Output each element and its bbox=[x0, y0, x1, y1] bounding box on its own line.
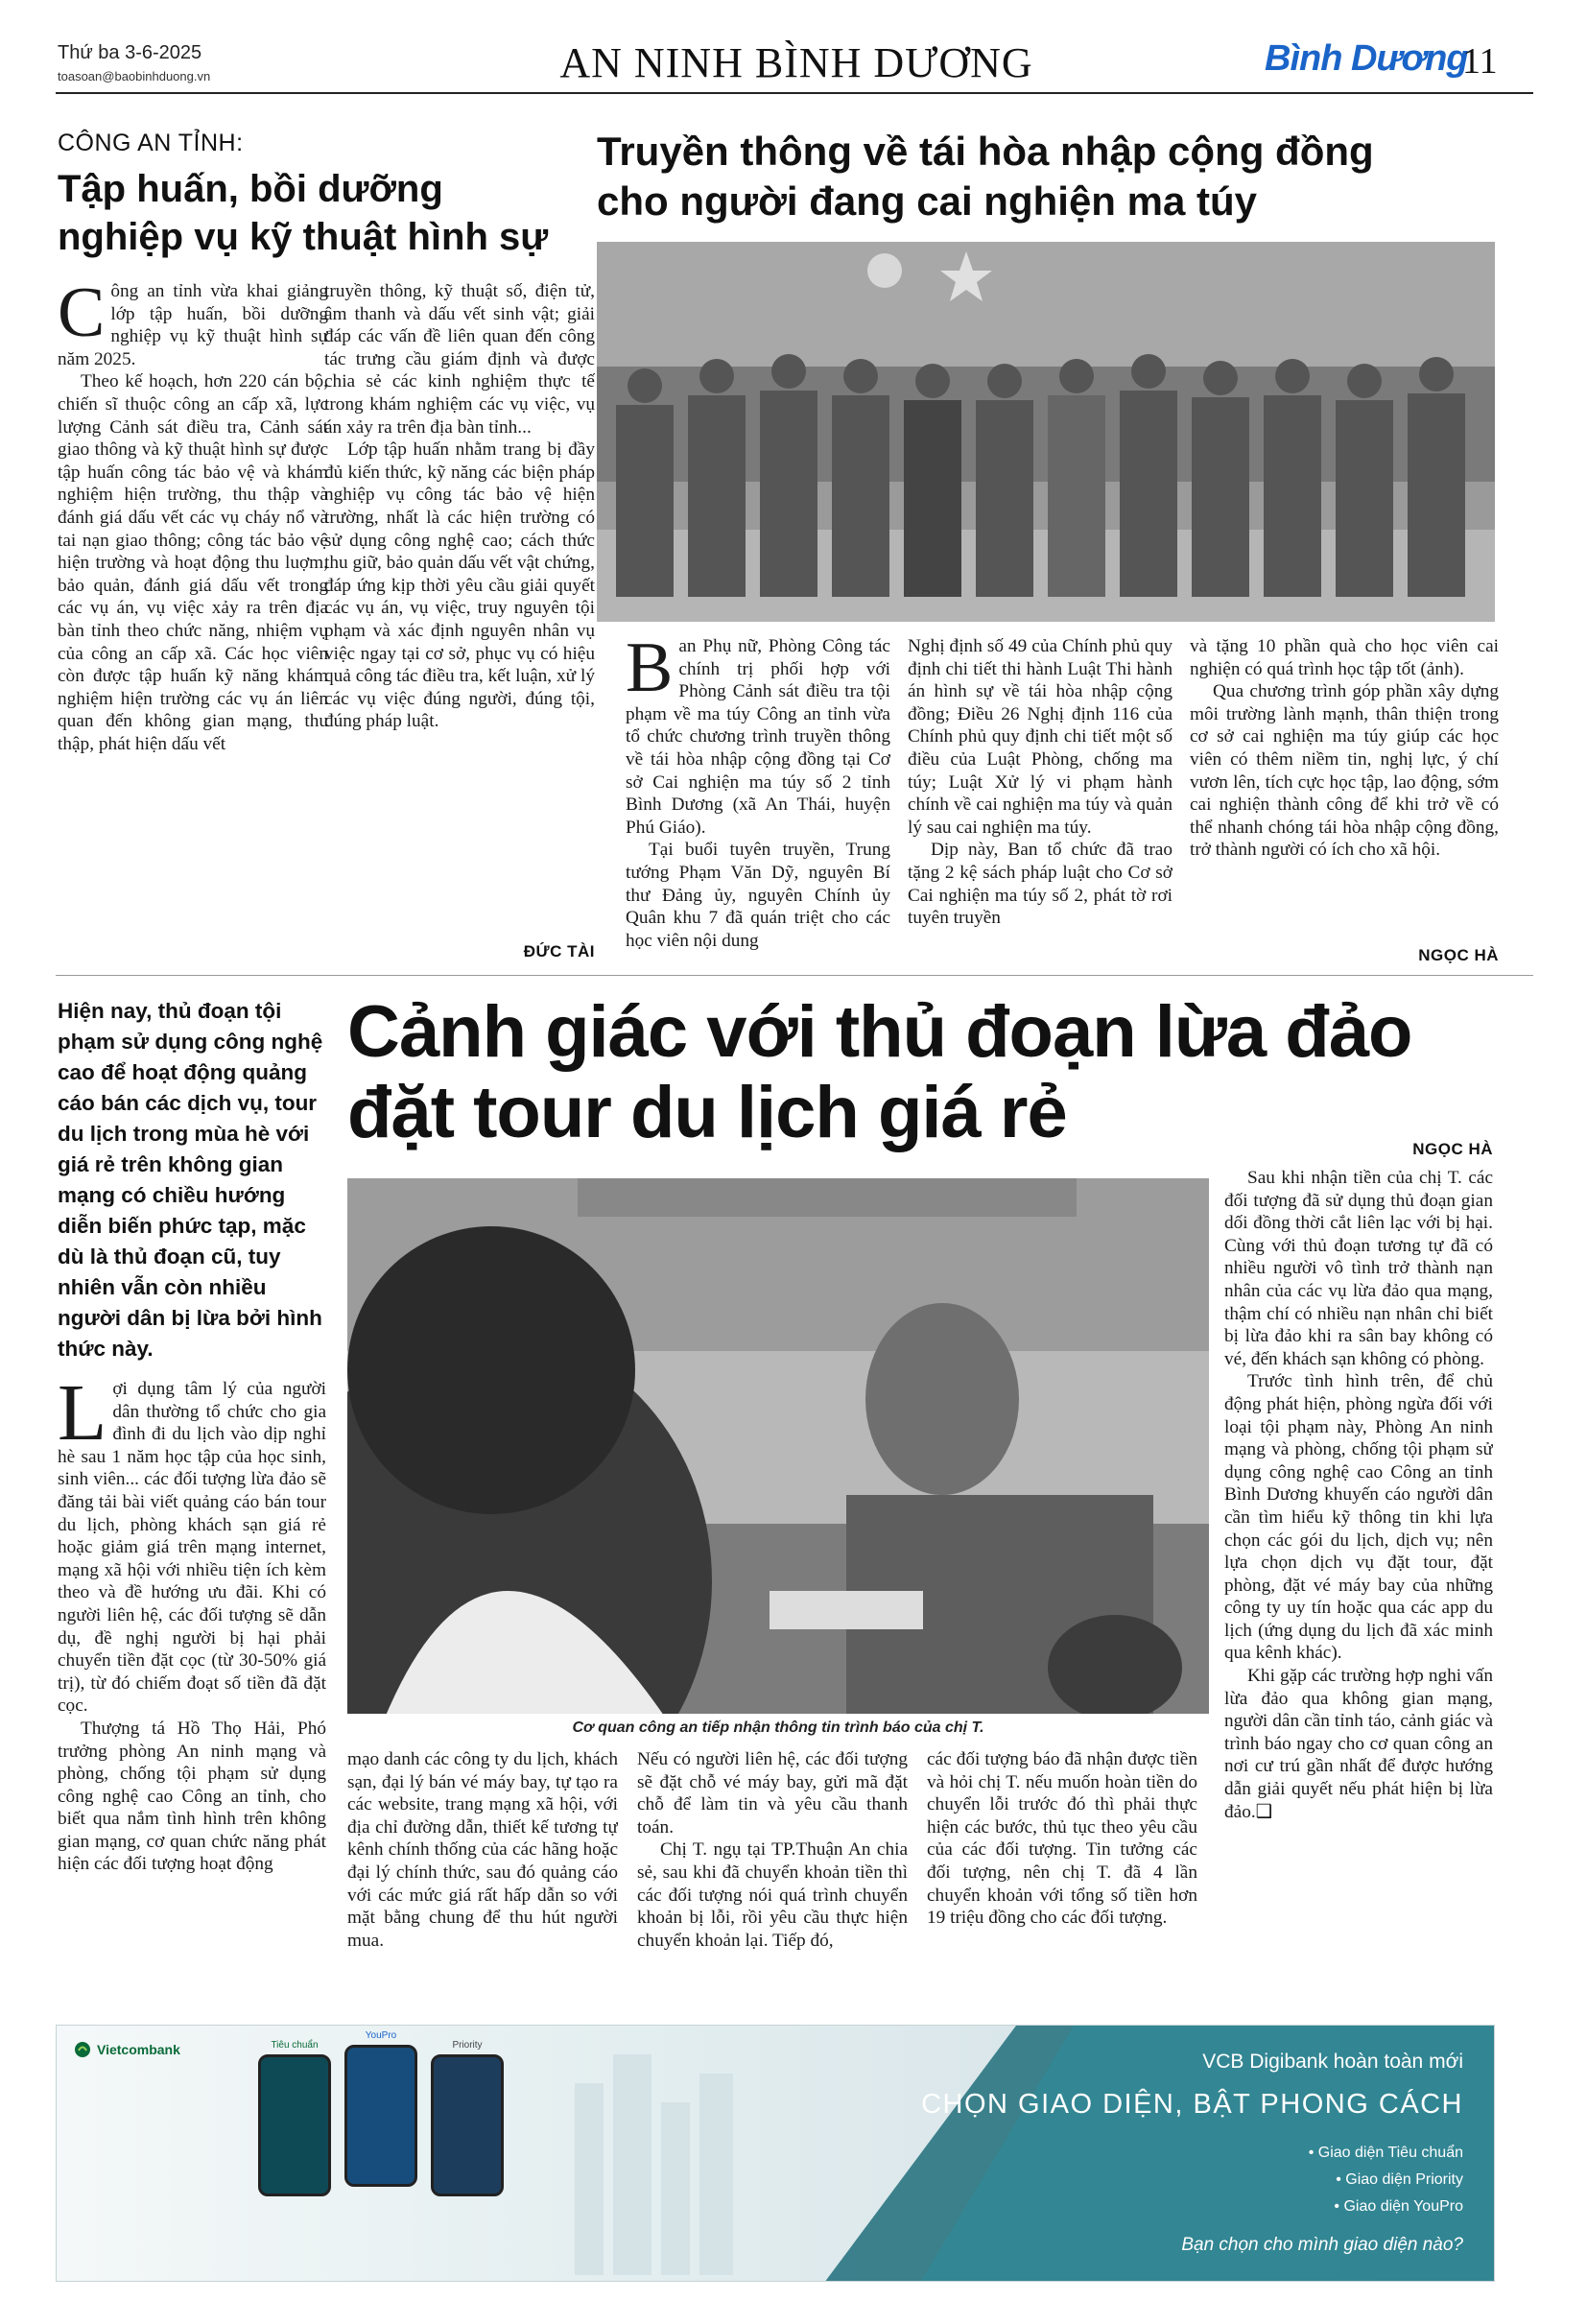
article2-title bbox=[597, 127, 1537, 226]
article3-photo bbox=[347, 1178, 1209, 1714]
article2-col1-p2: Tại buổi tuyên truyền, Trung tướng Phạm Văn Dỹ, nguyên Bí thư Đảng ủy, nguyên Chính ủy Quân khu 7 đã quán triệt cho các học viên nội dung bbox=[626, 840, 890, 951]
issue-date: Thứ ba 3-6-2025 bbox=[58, 42, 202, 63]
article2-col3-p1: và tặng 10 phần quà cho học viên cai nghiện có quá trình học tập tốt (ảnh). bbox=[1190, 636, 1499, 679]
article2-byline: NGỌC HÀ bbox=[1418, 946, 1499, 964]
article2-column1 bbox=[626, 635, 890, 961]
article3-left-p2: Thượng tá Hồ Thọ Hải, Phó trưởng phòng An ninh mạng và phòng, chống tội phạm sử dụng công nghệ cao Công an tỉnh, cho biết qua nắm tình hình trên không gian mạng, cơ quan chức năng phát hiện các đối tượng hoạt động bbox=[58, 1718, 326, 1875]
article3-title bbox=[347, 992, 1537, 1153]
ad-bullet-youpro: • Giao diện YouPro bbox=[1334, 2198, 1463, 2215]
phone-youpro-label: YouPro bbox=[365, 2030, 397, 2041]
page-number: 11 bbox=[1462, 41, 1498, 82]
article3-title-line2: đặt tour du lịch giá rẻ bbox=[347, 1072, 1067, 1153]
article3-byline: NGỌC HÀ bbox=[1412, 1140, 1493, 1158]
article1-title bbox=[58, 165, 595, 261]
article2-column2 bbox=[908, 635, 1172, 961]
newsroom-email: toasoan@baobinhduong.vn bbox=[58, 69, 211, 83]
article1-column1 bbox=[58, 280, 328, 963]
article2-col2-p1: Nghị định số 49 của Chính phủ quy định chi tiết thi hành Luật Thi hành án hình sự về tái hòa nhập cộng đồng; Điều 26 Nghị định 116 của Chính phủ quy định chi tiết một số điều của Luật Phòng, chống ma túy; Luật Xử lý vi phạm hành chính về cai nghiện ma túy và quản lý sau cai nghiện ma túy. bbox=[908, 636, 1172, 838]
article2-col2-p2: Dịp này, Ban tổ chức đã trao tặng 2 kệ sách pháp luật cho Cơ sở Cai nghiện ma túy số 2, phát tờ rơi tuyên truyền bbox=[908, 840, 1172, 929]
article2-col1-p1: an Phụ nữ, Phòng Công tác chính trị phối hợp với Phòng Cảnh sát điều tra tội phạm về ma túy Công an tỉnh vừa tổ chức chương trình truyền thông về tái hòa nhập cộng đồng tại Cơ sở Cai nghiện ma túy số 2 tỉnh Bình Dương (xã An Thái, huyện Phú Giáo). bbox=[626, 636, 890, 838]
article3-sapo: Hiện nay, thủ đoạn tội phạm sử dụng công nghệ cao để hoạt động quảng cáo bán các dịch vụ, tour du lịch trong mùa hè với giá rẻ trên không gian mạng có chiều hướng diễn biến phức tạp, mặc dù là thủ đoạn cũ, tuy nhiên vẫn còn nhiều người dân bị lừa bởi hình thức này. bbox=[58, 999, 323, 1361]
article3-bottom-column3 bbox=[927, 1748, 1197, 1961]
phone-standard-label: Tiêu chuẩn bbox=[271, 2040, 319, 2051]
article3-b2-p1: Nếu có người liên hệ, các đối tượng sẽ đặt chỗ vé máy bay, gửi mã đặt chỗ để làm tin và yêu cầu thanh toán. bbox=[637, 1749, 908, 1838]
article1-title-line1: Tập huấn, bồi dưỡng bbox=[58, 168, 443, 210]
article2-dropcap: B bbox=[626, 635, 674, 707]
article1-col1-p2: Theo kế hoạch, hơn 220 cán bộ, chiến sĩ thuộc công an cấp xã, lực lượng Cảnh sát điều tra, Cảnh sát giao thông và kỹ thuật hình sự được tập huấn công tác bảo vệ và khám nghiệm hiện trường, thu thập và đánh giá dấu vết các vụ cháy nổ và tai nạn giao thông; công tác bảo vệ hiện trường và hoạt động thu luợm, bảo quản, đánh giá dấu vết trong các vụ án, vụ việc xảy ra trên địa bàn tỉnh theo chức năng, nhiệm vụ của công an cấp xã. Các học viên còn được tập huấn kỹ năng khám nghiệm hiện trường các vụ án liên quan đến không gian mạng, thu thập, phát hiện dấu vết bbox=[58, 371, 328, 754]
article1-byline: ĐỨC TÀI bbox=[523, 942, 595, 960]
article1-dropcap: C bbox=[58, 280, 106, 352]
article3-right-column bbox=[1224, 1167, 1493, 1961]
article3-b1-p1: mạo danh các công ty du lịch, khách sạn, đại lý bán vé máy bay, tự tạo ra các website, trang mạng xã hội, với địa chỉ đường dẫn, thiết kế tương tự kênh chính thống của các hãng hoặc đại lý chính thức, sau đó quảng cáo với các mức giá rất hấp dẫn so với mặt bằng chung để thu hút người mua. bbox=[347, 1749, 618, 1951]
article3-dropcap: L bbox=[58, 1378, 107, 1458]
article3-bottom-column1 bbox=[347, 1748, 618, 1961]
phone-standard bbox=[258, 2040, 331, 2196]
vietcombank-ad[interactable] bbox=[56, 2025, 1495, 2282]
article1-column2 bbox=[324, 280, 595, 952]
vcb-logo-text: Vietcombank bbox=[97, 2042, 180, 2057]
ad-subtitle: VCB Digibank hoàn toàn mới bbox=[1202, 2051, 1463, 2073]
article1-col2-p1: truyền thông, kỹ thuật số, điện tử, âm thanh và dấu vết sinh vật; giải đáp các vấn đề liên quan đến công tác trưng cầu giám định và được chia sẻ các kinh nghiệm thực tế trong khám nghiệm các vụ việc, vụ án xảy ra trên địa bàn tỉnh... bbox=[324, 281, 595, 438]
article3-b2-p2: Chị T. ngụ tại TP.Thuận An chia sẻ, sau khi đã chuyển khoản tiền thì các đối tượng nói quá trình chuyển khoản bị lỗi, rồi yêu cầu thực hiện chuyển khoản lại. Tiếp đó, bbox=[637, 1839, 908, 1951]
phone-youpro bbox=[344, 2030, 417, 2187]
section-divider bbox=[56, 975, 1533, 976]
group-photo-illustration bbox=[597, 242, 1495, 622]
article1-title-line2: nghiệp vụ kỹ thuật hình sự bbox=[58, 216, 549, 258]
article1-col1-p1: ông an tỉnh vừa khai giảng lớp tập huấn, bồi dưỡng nghiệp vụ kỹ thuật hình sự năm 2025. bbox=[58, 281, 328, 369]
article3-left-column bbox=[58, 1378, 326, 1965]
ad-bullet-priority: • Giao diện Priority bbox=[1336, 2171, 1463, 2188]
ad-call-to-action[interactable]: Bạn chọn cho mình giao diện nào? bbox=[1181, 2235, 1463, 2255]
section-title: AN NINH BÌNH DƯƠNG bbox=[559, 39, 1033, 86]
article3-right-p1: Sau khi nhận tiền của chị T. các đối tượng đã sử dụng thủ đoạn gian dối đồng thời cắt liên lạc với bị hại. Cùng với thủ đoạn tương tự đã có nhiều người vô tình trở thành nạn nhân của các vụ lừa đảo qua mạng, thậm chí có nhiều nạn nhân chỉ biết bị lừa đảo khi ra sân bay không có vé, đến khách sạn không có phòng. bbox=[1224, 1168, 1493, 1369]
article3-title-line1: Cảnh giác với thủ đoạn lừa đảo bbox=[347, 991, 1412, 1073]
article2-title-line1: Truyền thông về tái hòa nhập cộng đồng bbox=[597, 129, 1374, 174]
ad-bullet-standard: • Giao diện Tiêu chuẩn bbox=[1308, 2145, 1463, 2161]
article3-bottom-column2 bbox=[637, 1748, 908, 1961]
article2-title-line2: cho người đang cai nghiện ma túy bbox=[597, 178, 1257, 224]
article1-col2-p2: Lớp tập huấn nhằm trang bị đầy đủ kiến thức, kỹ năng các biện pháp nghiệp vụ công tác bảo vệ hiện trường, nhất là các hiện trường có sử dụng công nghệ cao; cách thức thu giữ, bảo quản dấu vết vật chứng, đáp ứng kịp thời yêu cầu giải quyết các vụ án, vụ việc, truy nguyên tội phạm và xác định nguyên nhân vụ việc ngay tại cơ sở, phục vụ có hiệu quả công tác điều tra, kết luận, xử lý các vụ việc đúng người, đúng tội, đúng pháp luật. bbox=[324, 439, 595, 732]
ad-headline: CHỌN GIAO DIỆN, BẬT PHONG CÁCH bbox=[921, 2089, 1463, 2120]
article2-photo bbox=[597, 242, 1495, 622]
article3-caption: Cơ quan công an tiếp nhận thông tin trình báo của chị T. bbox=[572, 1719, 984, 1736]
article2-col3-p2: Qua chương trình góp phần xây dựng môi trường lành mạnh, thân thiện trong cơ sở cai nghiện ma túy giúp các học viên có thêm niềm tin, nghị lực, ý chí vươn lên, tích cực học tập, lao động, sớm cai nghiện thành công để khi trở về có thể nhanh chóng tái hòa nhập cộng đồng, trở thành người có ích cho xã hội. bbox=[1190, 681, 1499, 861]
vcb-leaf-icon bbox=[74, 2041, 91, 2058]
article3-b3-p1: các đối tượng báo đã nhận được tiền và hỏi chị T. nếu muốn hoàn tiền do chuyển lỗi trước đó thì phải thực hiện các bước, thủ tục theo yêu cầu của các đối tượng. Tin tưởng các đối tượng, nên chị T. đã 4 lần chuyển khoản với tổng số tiền hơn 19 triệu đồng cho các đối tượng. bbox=[927, 1749, 1197, 1929]
article1-kicker: CÔNG AN TỈNH: bbox=[58, 130, 244, 156]
article3-left-p1: ợi dụng tâm lý của người dân thường tổ chức cho gia đình đi du lịch vào dịp nghỉ hè sau 1 năm học tập của học sinh, sinh viên... các đối tượng lừa đảo sẽ đăng tải bài viết quảng cáo bán tour du lịch, phòng khách sạn giá rẻ hoặc giảm giá trên mạng internet, mạng xã hội với nhiều tiện ích kèm theo và đề hướng ưu đãi. Khi có người liên hệ, các đối tượng sẽ dẫn dụ, đề nghị người bị hại phải chuyển tiền đặt cọc (từ 30-50% giá trị), từ đó chiếm đoạt số tiền đã đặt cọc. bbox=[58, 1379, 326, 1717]
masthead-rule bbox=[56, 92, 1533, 94]
article3-right-p2: Trước tình hình trên, để chủ động phát hiện, phòng ngừa đối với loại tội phạm này, Phòng An ninh mạng và phòng, chống tội phạm sử dụng công nghệ cao Công an tỉnh Bình Dương khuyến cáo người dân cần tìm hiểu kỹ thông tin khi lựa chọn các gói du lịch, dịch vụ; nên lựa chọn dịch vụ đặt tour, đặt phòng, đặt vé máy bay của những công ty uy tín hoặc qua các app du lịch (ứng dụng du lịch đã xác minh qua kênh khác). bbox=[1224, 1371, 1493, 1664]
vietcombank-logo bbox=[74, 2041, 180, 2058]
phone-priority bbox=[431, 2040, 504, 2196]
police-interview-illustration bbox=[347, 1178, 1209, 1714]
article2-column3 bbox=[1190, 635, 1499, 952]
article3-right-p3: Khi gặp các trường hợp nghi vấn lừa đảo qua không gian mạng, người dân cần tỉnh táo, cảnh giác và trình báo ngay cho cơ quan công an nơi cư trú gần nhất để được hướng dẫn giải quyết nếu phát hiện bị lừa đảo.❑ bbox=[1224, 1666, 1493, 1822]
newspaper-brand: Bình Dương bbox=[1265, 38, 1468, 79]
phone-priority-label: Priority bbox=[452, 2040, 483, 2051]
